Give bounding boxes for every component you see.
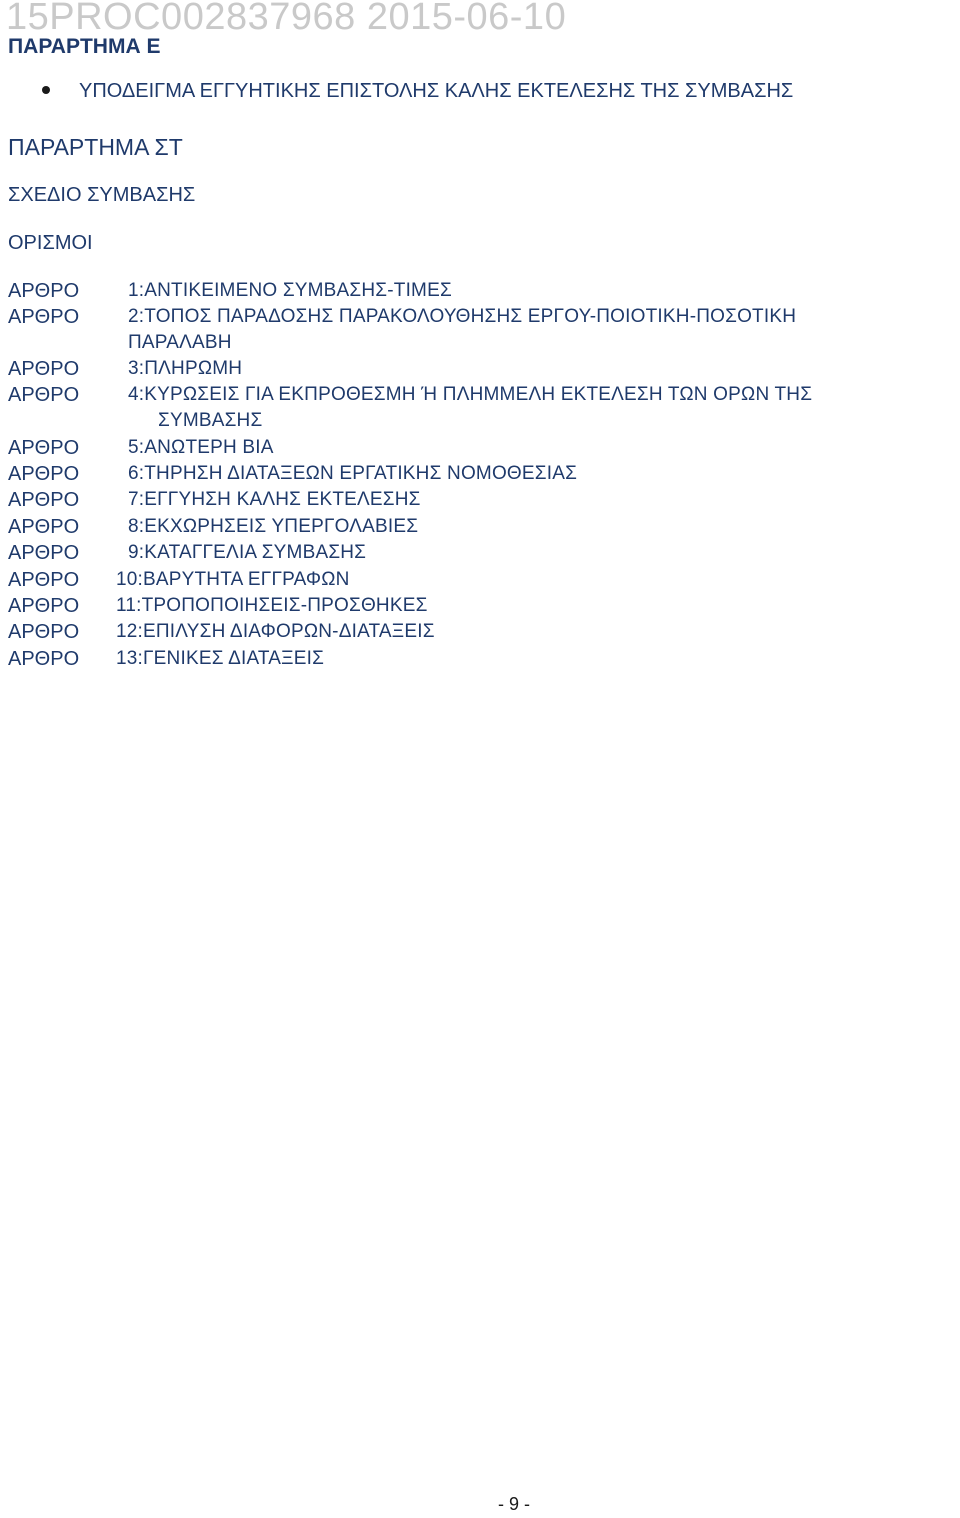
article-title: 9:ΚΑΤΑΓΓΕΛΙΑ ΣΥΜΒΑΣΗΣ xyxy=(128,542,367,563)
article-title: 10:ΒΑΡΥΤΗΤΑ ΕΓΓΡΑΦΩΝ xyxy=(116,569,350,590)
article-label: ΑΡΘΡΟ xyxy=(8,358,80,380)
article-title-continuation: ΠΑΡΑΛΑΒΗ xyxy=(128,332,232,353)
annex-st-heading: ΠΑΡΑΡΤΗΜΑ ΣΤ xyxy=(8,134,183,160)
article-label: ΑΡΘΡΟ xyxy=(8,516,80,538)
article-title: 11:ΤΡΟΠΟΠΟΙΗΣΕΙΣ-ΠΡΟΣΘΗΚΕΣ xyxy=(116,595,428,616)
article-title: 6:ΤΗΡΗΣΗ ΔΙΑΤΑΞΕΩΝ ΕΡΓΑΤΙΚΗΣ ΝΟΜΟΘΕΣΙΑΣ xyxy=(128,463,578,484)
annex-e-heading: ΠΑΡΑΡΤΗΜΑ Ε xyxy=(8,35,161,58)
article-title: 12:ΕΠΙΛΥΣΗ ΔΙΑΦΟΡΩΝ-ΔΙΑΤΑΞΕΙΣ xyxy=(116,621,435,642)
contract-plan-heading: ΣΧΕΔΙΟ ΣΥΜΒΑΣΗΣ xyxy=(8,184,196,206)
bullet-icon xyxy=(42,86,50,94)
article-label: ΑΡΘΡΟ xyxy=(8,569,80,591)
guarantee-letter-template-title: ΥΠΟΔΕΙΓΜΑ ΕΓΓΥΗΤΙΚΗΣ ΕΠΙΣΤΟΛΗΣ ΚΑΛΗΣ ΕΚΤΕΛΕΣΗΣ ΤΗΣ ΣΥΜΒΑΣΗΣ xyxy=(79,80,794,102)
article-label: ΑΡΘΡΟ xyxy=(8,280,80,302)
article-label: ΑΡΘΡΟ xyxy=(8,437,80,459)
article-title: 7:ΕΓΓΥΗΣΗ ΚΑΛΗΣ ΕΚΤΕΛΕΣΗΣ xyxy=(128,489,421,510)
article-title-continuation: ΣΥΜΒΑΣΗΣ xyxy=(158,410,263,431)
article-title: 3:ΠΛΗΡΩΜΗ xyxy=(128,358,243,379)
article-title: 4:ΚΥΡΩΣΕΙΣ ΓΙΑ ΕΚΠΡΟΘΕΣΜΗ Ή ΠΛΗΜΜΕΛΗ ΕΚΤΕΛΕΣΗ ΤΩΝ ΟΡΩΝ ΤΗΣ xyxy=(128,384,813,405)
article-label: ΑΡΘΡΟ xyxy=(8,595,80,617)
article-label: ΑΡΘΡΟ xyxy=(8,489,80,511)
article-title: 1:ΑΝΤΙΚΕΙΜΕΝΟ ΣΥΜΒΑΣΗΣ-ΤΙΜΕΣ xyxy=(128,280,452,301)
document-id-watermark: 15PROC002837968 2015-06-10 xyxy=(6,0,567,38)
page-number: - 9 - xyxy=(498,1494,531,1514)
article-label: ΑΡΘΡΟ xyxy=(8,463,80,485)
article-title: 8:ΕΚΧΩΡΗΣΕΙΣ ΥΠΕΡΓΟΛΑΒΙΕΣ xyxy=(128,516,419,537)
article-label: ΑΡΘΡΟ xyxy=(8,648,80,670)
article-label: ΑΡΘΡΟ xyxy=(8,384,80,406)
definitions-heading: ΟΡΙΣΜΟΙ xyxy=(8,232,93,254)
article-label: ΑΡΘΡΟ xyxy=(8,542,80,564)
article-title: 13:ΓΕΝΙΚΕΣ ΔΙΑΤΑΞΕΙΣ xyxy=(116,648,325,669)
article-title: 5:ΑΝΩΤΕΡΗ ΒΙΑ xyxy=(128,437,274,458)
article-label: ΑΡΘΡΟ xyxy=(8,621,80,643)
article-label: ΑΡΘΡΟ xyxy=(8,306,80,328)
bullet-list-item xyxy=(42,80,793,103)
article-title: 2:ΤΟΠΟΣ ΠΑΡΑΔΟΣΗΣ ΠΑΡΑΚΟΛΟΥΘΗΣΗΣ ΕΡΓΟΥ-ΠΟΙΟΤΙΚΗ-ΠΟΣΟΤΙΚΗ xyxy=(128,306,797,327)
